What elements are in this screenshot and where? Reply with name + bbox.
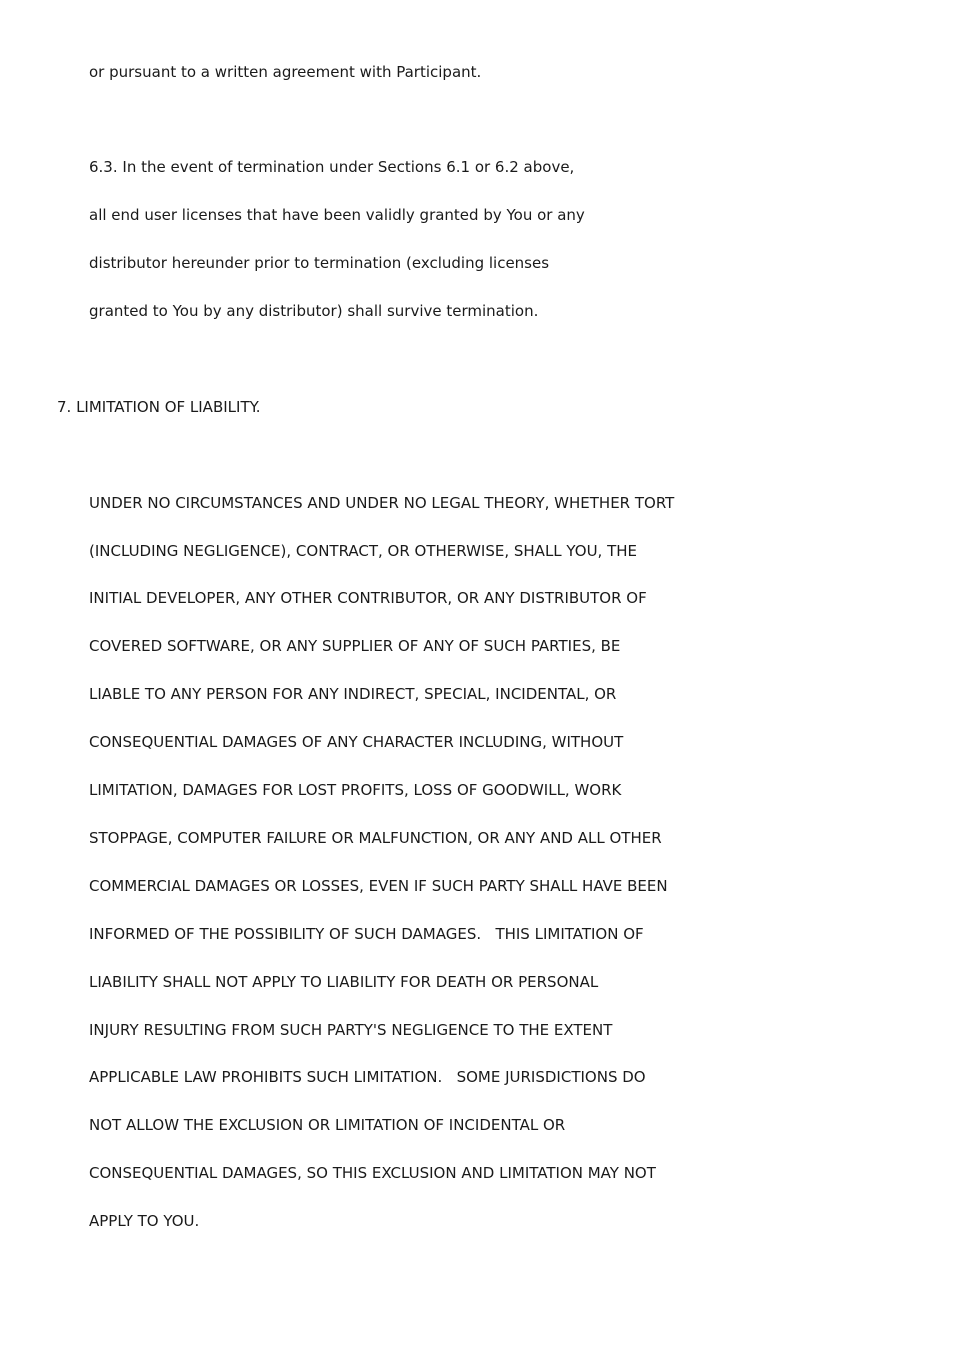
section-7-line: UNDER NO CIRCUMSTANCES AND UNDER NO LEGAL THEORY, WHETHER TORT (89, 494, 675, 512)
section-7-line: COVERED SOFTWARE, OR ANY SUPPLIER OF ANY OF SUCH PARTIES, BE (89, 637, 621, 655)
section-6-3-line: distributor hereunder prior to termination (excluding licenses (89, 254, 550, 272)
section-7-line: APPLICABLE LAW PROHIBITS SUCH LIMITATION. SOME JURISDICTIONS DO (89, 1068, 646, 1086)
section-6-3-line: granted to You by any distributor) shall survive termination. (89, 302, 539, 320)
section-7-line: CONSEQUENTIAL DAMAGES OF ANY CHARACTER INCLUDING, WITHOUT (89, 733, 624, 751)
section-7-line: LIABLE TO ANY PERSON FOR ANY INDIRECT, SPECIAL, INCIDENTAL, OR (89, 685, 617, 703)
section-7-line: (INCLUDING NEGLIGENCE), CONTRACT, OR OTHERWISE, SHALL YOU, THE (89, 542, 638, 560)
section-6-3-line: 6.3. In the event of termination under Sections 6.1 or 6.2 above, (89, 158, 575, 176)
section-7-line: NOT ALLOW THE EXCLUSION OR LIMITATION OF INCIDENTAL OR (89, 1116, 566, 1134)
section-7-line: INFORMED OF THE POSSIBILITY OF SUCH DAMAGES. THIS LIMITATION OF (89, 925, 644, 943)
section-7-line: INITIAL DEVELOPER, ANY OTHER CONTRIBUTOR, OR ANY DISTRIBUTOR OF (89, 589, 647, 607)
section-7-line: CONSEQUENTIAL DAMAGES, SO THIS EXCLUSION AND LIMITATION MAY NOT (89, 1164, 656, 1182)
section-7-heading: 7. LIMITATION OF LIABILITY. (57, 398, 261, 416)
section-7-line: LIABILITY SHALL NOT APPLY TO LIABILITY FOR DEATH OR PERSONAL (89, 973, 599, 991)
section-7-line: STOPPAGE, COMPUTER FAILURE OR MALFUNCTION, OR ANY AND ALL OTHER (89, 829, 662, 847)
section-7-line: LIMITATION, DAMAGES FOR LOST PROFITS, LOSS OF GOODWILL, WORK (89, 781, 622, 799)
section-6-3-line: all end user licenses that have been validly granted by You or any (89, 206, 585, 224)
section-7-line: COMMERCIAL DAMAGES OR LOSSES, EVEN IF SUCH PARTY SHALL HAVE BEEN (89, 877, 668, 895)
section-7-line: INJURY RESULTING FROM SUCH PARTY'S NEGLIGENCE TO THE EXTENT (89, 1021, 613, 1039)
section-7-line: APPLY TO YOU. (89, 1212, 200, 1230)
continuation-line: or pursuant to a written agreement with Participant. (89, 63, 482, 81)
